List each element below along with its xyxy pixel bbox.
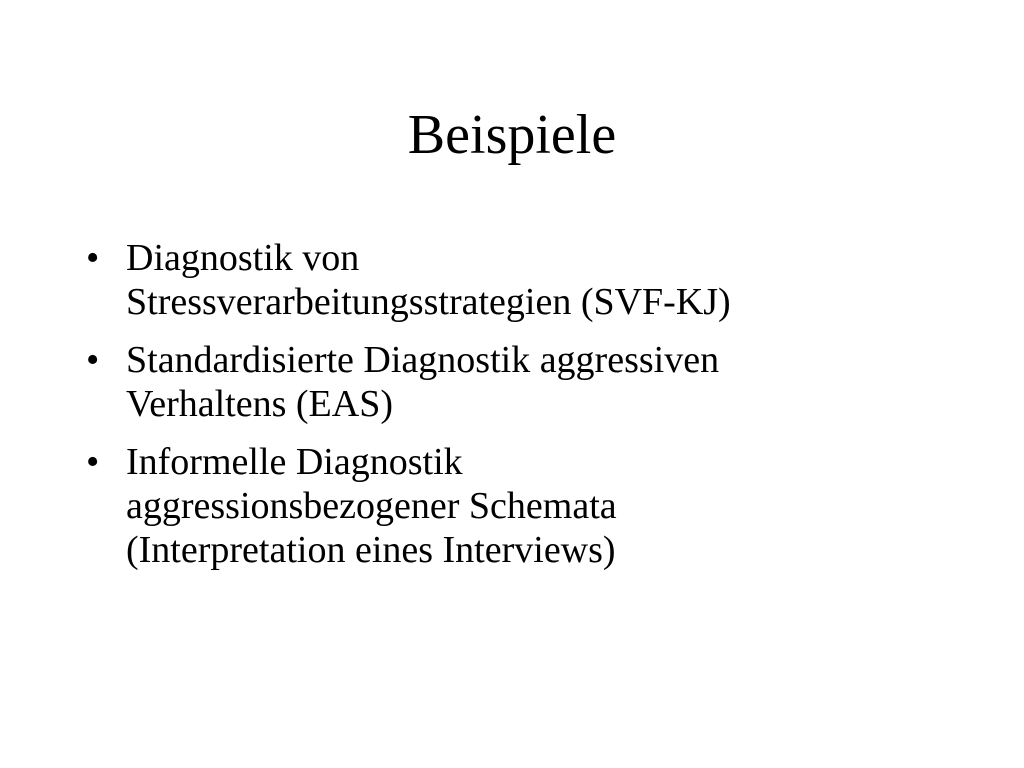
bullet-text (126, 338, 946, 426)
bullet-item-schemata (86, 440, 946, 572)
bullet-icon: • (86, 237, 100, 279)
slide-title: Beispiele (407, 104, 617, 166)
bullet-item-svf-kj (86, 236, 946, 324)
bullet-line: aggressionsbezogener Schemata (126, 485, 617, 527)
bullet-line: Standardisierte Diagnostik aggressiven (126, 339, 720, 381)
bullet-list (86, 236, 946, 586)
bullet-item-eas (86, 338, 946, 426)
bullet-line: Stressverarbeitungsstrategien (SVF-KJ) (126, 281, 731, 323)
bullet-text (126, 440, 946, 572)
bullet-line: Informelle Diagnostik (126, 441, 463, 483)
bullet-line: (Interpretation eines Interviews) (126, 529, 616, 571)
bullet-text (126, 236, 946, 324)
bullet-icon: • (86, 441, 100, 483)
bullet-line: Diagnostik von (126, 237, 360, 279)
bullet-icon: • (86, 339, 100, 381)
bullet-line: Verhaltens (EAS) (126, 383, 393, 425)
